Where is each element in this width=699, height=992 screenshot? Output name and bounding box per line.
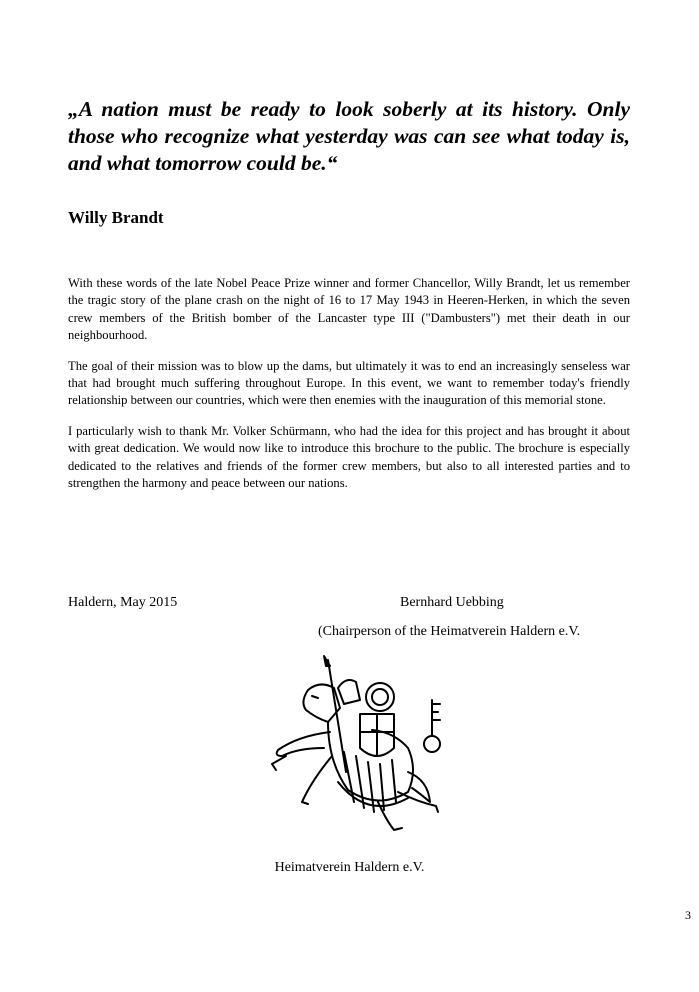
signer-role: (Chairperson of the Heimatverein Haldern e.V. — [318, 624, 581, 639]
quote-line: those who recognize what yesterday was can see what — [68, 124, 557, 148]
paragraph: The goal of their mission was to blow up the dams, but ultimately it was to end an increasingly senseless war that had brought much suffering throughout Europe. In this event, we want to remember today's friendly relationship between our countries, which were then enemies with the inauguration of this memorial stone. — [68, 358, 630, 408]
page-number: 3 — [685, 908, 691, 922]
paragraph: I particularly wish to thank Mr. Volker Schürmann, who had the idea for this project and has brought it about with great dedication. We would now like to introduce this brochure to the public. The brochure is especially dedicated to the relatives and friends of the former crew members, but also to all interested parties and to strengthen the harmony and peace between our nations. — [68, 423, 630, 491]
quote-line: „A nation must be ready to look soberly at its history. Only — [68, 97, 630, 121]
knight-on-horse-emblem-icon — [268, 652, 450, 852]
body-text — [68, 275, 630, 505]
paragraph: With these words of the late Nobel Peace Prize winner and former Chancellor, Willy Brandt, let us remember the tragic story of the plane crash on the night of 16 to 17 May 1943 in Heeren-Herken, in which the seven crew members of the British bomber of the Lancaster type III ("Dambusters") met their death in our neighbourhood. — [68, 276, 630, 343]
signer-name: Bernhard Uebbing — [400, 595, 504, 610]
quote-author: Willy Brandt — [68, 208, 164, 227]
quote — [68, 96, 630, 177]
organization-name: Heimatverein Haldern e.V. — [274, 860, 425, 875]
quote-line: today is, and what tomorrow could be.“ — [68, 124, 630, 175]
place-date: Haldern, May 2015 — [68, 595, 178, 610]
